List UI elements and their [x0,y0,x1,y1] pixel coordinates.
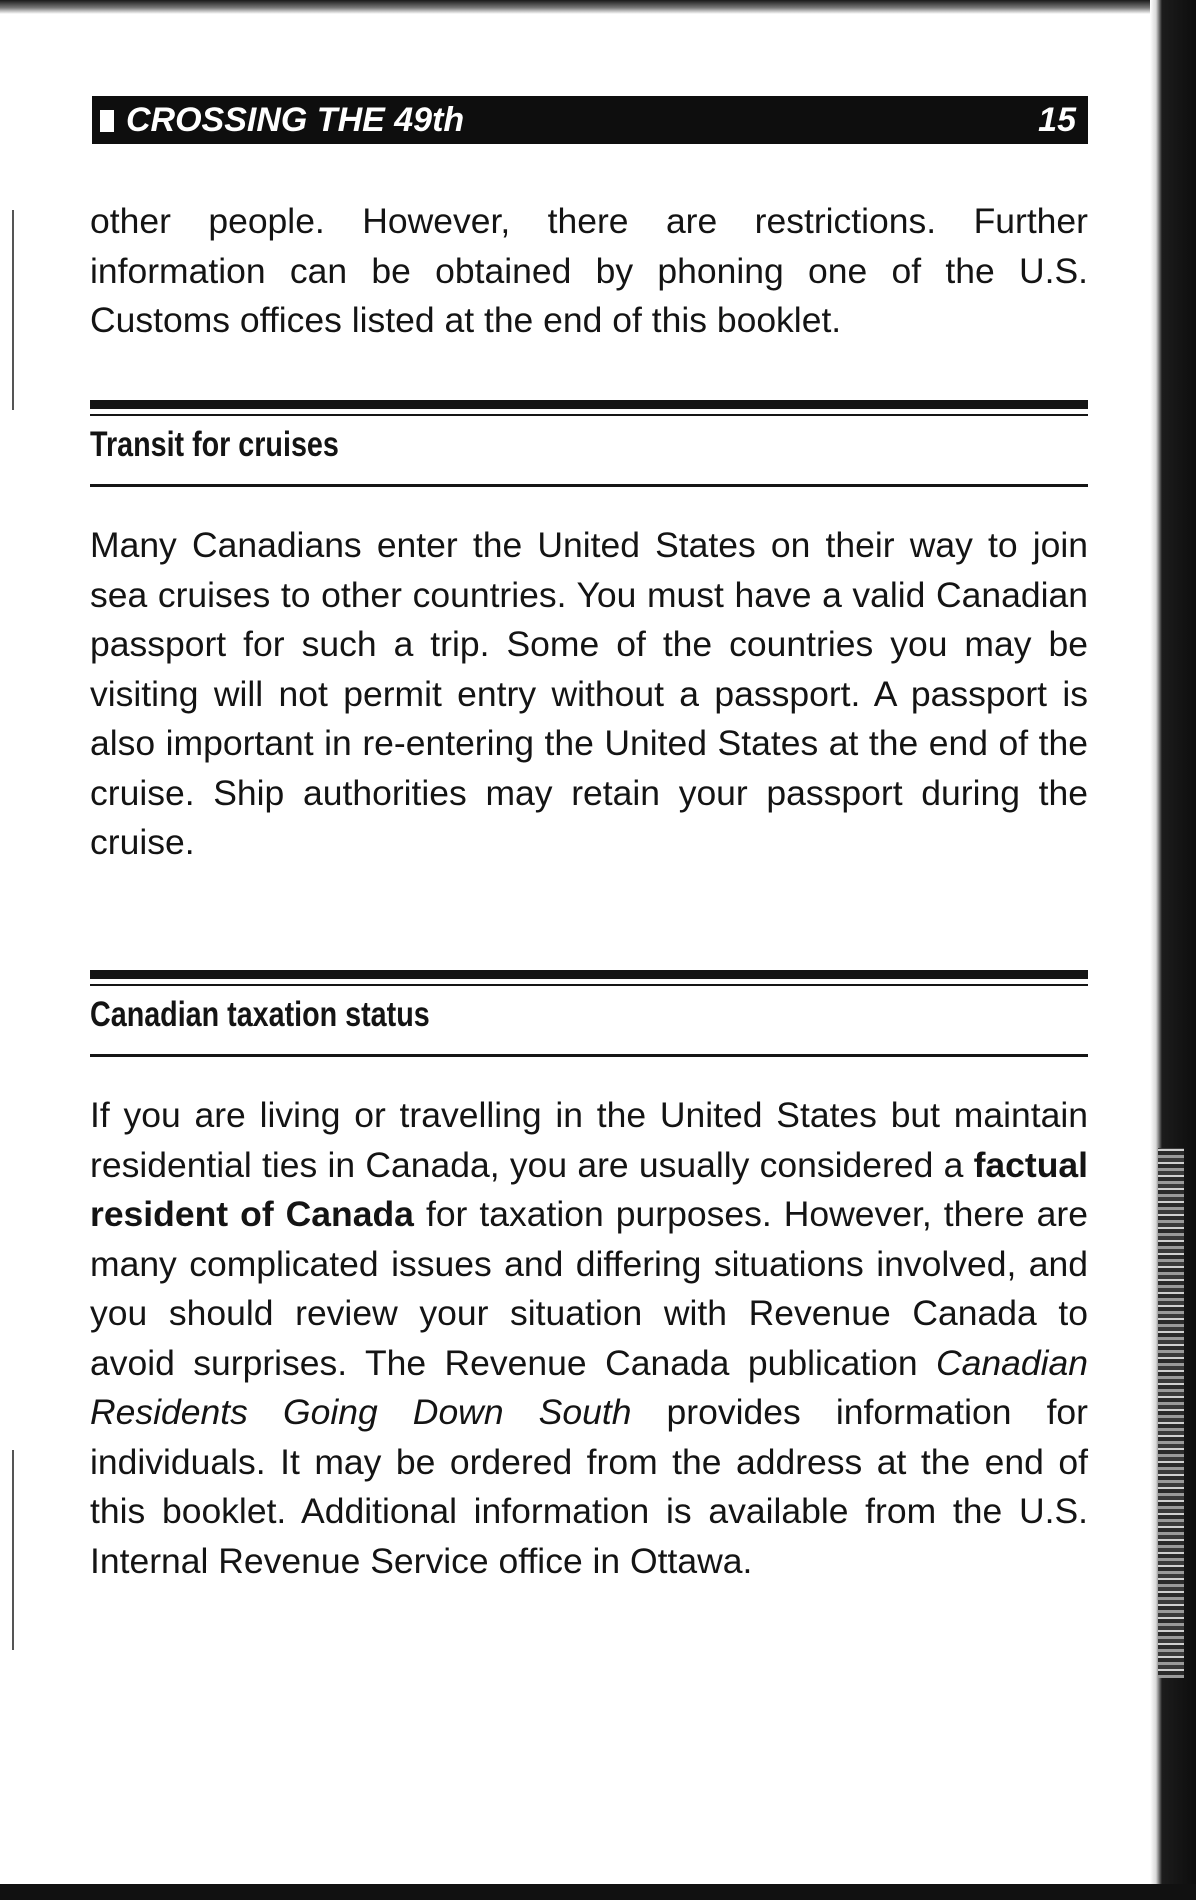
section-rule-under [90,484,1088,487]
factual-resident-term: factual resident of Canada [90,1144,1088,1234]
header-block-mark [100,110,114,132]
transit-paragraph: Many Canadians enter the United States on their way to join sea cruises to other countries. You must have a valid Canadian passport for such a trip. Some of the countries you may be visiting will not permit entry without a passport. A passport is also important in re-entering the United States at the end of the cruise. Ship authorities may retain your passport during the cruise. [90,525,1088,862]
section-heading-taxation: Canadian taxation status [90,995,430,1034]
publication-title: Canadian Residents Going Down South [90,1342,1088,1432]
scan-edge-bottom [0,1884,1196,1900]
taxation-text-1: If you are living or travelling in the United States but maintain residential ties in Canada, you are usually considered a [90,1095,1088,1185]
section-rule-double [90,400,1088,416]
taxation-paragraph [90,1091,1088,1586]
scan-speckle [1158,1148,1184,1678]
section-heading-transit: Transit for cruises [90,425,339,464]
margin-mark [12,210,14,410]
margin-mark [12,1450,14,1650]
taxation-text-3: provides information for individuals. It may be ordered from the address at the end of this booklet. Additional information is available from the U.S. Internal Revenue Service office in Ottawa. [90,1392,1088,1581]
scan-edge-top [0,0,1196,14]
running-header [92,96,1088,144]
page-number: 15 [1038,101,1076,139]
section-rule-double [90,970,1088,986]
intro-paragraph: other people. However, there are restrictions. Further information can be obtained by phoning one of the U.S. Customs offices listed at the end of this booklet. [90,201,1088,340]
header-title: CROSSING THE 49th [126,101,465,139]
section-rule-under [90,1054,1088,1057]
taxation-text-2: for taxation purposes. However, there are many complicated issues and differing situations involved, and you should review your situation with Revenue Canada to avoid surprises. The Revenue Canada publication [90,1194,1088,1383]
